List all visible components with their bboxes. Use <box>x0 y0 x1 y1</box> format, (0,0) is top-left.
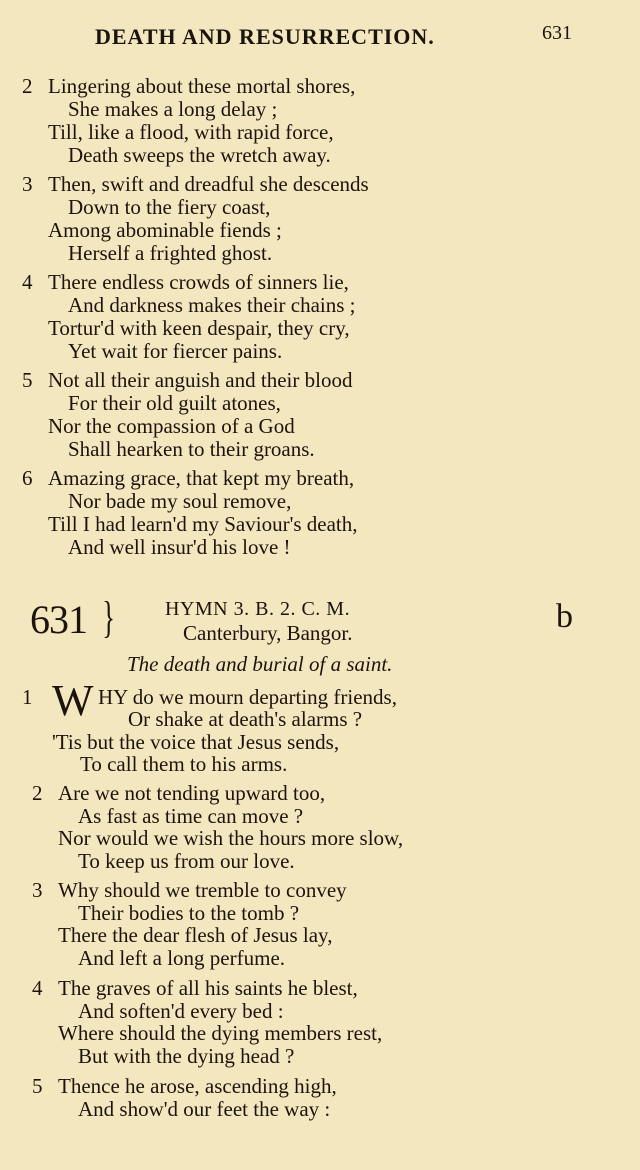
verse-number: 4 <box>22 270 33 294</box>
verse-line: Till, like a flood, with rapid force, <box>48 120 334 144</box>
verse-line: Or shake at death's alarms ? <box>128 707 363 731</box>
hymn-heading: HYMN 3. B. 2. C. M. <box>165 598 351 620</box>
verse-line: Till I had learn'd my Saviour's death, <box>48 512 358 536</box>
verse-line: And well insur'd his love ! <box>68 535 291 559</box>
verse-number: 6 <box>22 466 33 490</box>
verse-line: Amazing grace, that kept my breath, <box>48 466 355 490</box>
verse-line: Yet wait for fiercer pains. <box>68 339 283 363</box>
verse-line: There endless crowds of sinners lie, <box>48 270 349 294</box>
verse-line: Then, swift and dreadful she descends <box>48 172 369 196</box>
verse-line: Nor would we wish the hours more slow, <box>58 826 404 850</box>
verse-line: For their old guilt atones, <box>68 391 281 415</box>
verse-line: To keep us from our love. <box>78 848 295 873</box>
verse-line: 'Tis but the voice that Jesus sends, <box>52 730 340 754</box>
hymn-number: 631 <box>30 597 87 642</box>
verse-line: HY do we mourn departing friends, <box>98 685 397 709</box>
verse-line: To call them to his arms. <box>80 752 288 776</box>
verse-line: Lingering about these mortal shores, <box>48 74 356 98</box>
verse-line: Shall hearken to their groans. <box>68 437 315 461</box>
verse-number: 3 <box>22 172 33 196</box>
verse-number: 1 <box>22 685 33 709</box>
hymn-brace: } <box>102 593 115 642</box>
verse-line: Nor the compassion of a God <box>48 414 295 438</box>
verse-line: Not all their anguish and their blood <box>48 368 353 392</box>
verse-line: But with the dying head ? <box>78 1043 295 1068</box>
hymn-tunes: Canterbury, Bangor. <box>183 621 353 645</box>
verse-line: Their bodies to the tomb ? <box>78 900 300 925</box>
verse-line: Down to the fiery coast, <box>68 195 271 219</box>
verse-line: And soften'd every bed : <box>78 998 284 1023</box>
verse-number: 4 <box>32 976 43 1000</box>
hymn-subject: The death and burial of a saint. <box>127 652 393 676</box>
page-number: 631 <box>542 22 572 44</box>
verse-line: She makes a long delay ; <box>68 97 278 121</box>
verse-number: 2 <box>32 781 43 805</box>
verse-line: Nor bade my soul remove, <box>68 489 292 513</box>
verse-line: Tortur'd with keen despair, they cry, <box>48 316 350 340</box>
verse-line: Herself a frighted ghost. <box>68 241 273 265</box>
verse-number: 3 <box>32 878 43 902</box>
verse-line: And left a long perfume. <box>78 945 286 970</box>
side-mark: b <box>556 598 573 635</box>
verse-number: 2 <box>22 74 33 98</box>
verse-line: Death sweeps the wretch away. <box>68 143 331 167</box>
verse-line: Are we not tending upward too, <box>58 781 326 805</box>
running-head: DEATH AND RESURRECTION. <box>95 24 435 49</box>
verse-line: And darkness makes their chains ; <box>68 293 356 317</box>
verse-line: As fast as time can move ? <box>78 803 304 828</box>
verse-line: The graves of all his saints he blest, <box>58 976 358 1000</box>
verse-line: Thence he arose, ascending high, <box>58 1074 337 1098</box>
verse-number: 5 <box>22 368 33 392</box>
verse-line: There the dear flesh of Jesus lay, <box>58 923 333 947</box>
verse-line: Why should we tremble to convey <box>58 878 347 902</box>
verse-number: 5 <box>32 1074 43 1098</box>
verse-line: And show'd our feet the way : <box>78 1096 331 1121</box>
drop-cap: W <box>52 676 94 725</box>
verse-line: Among abominable fiends ; <box>48 218 282 242</box>
page-header <box>0 18 640 58</box>
verse-line: Where should the dying members rest, <box>58 1021 383 1045</box>
